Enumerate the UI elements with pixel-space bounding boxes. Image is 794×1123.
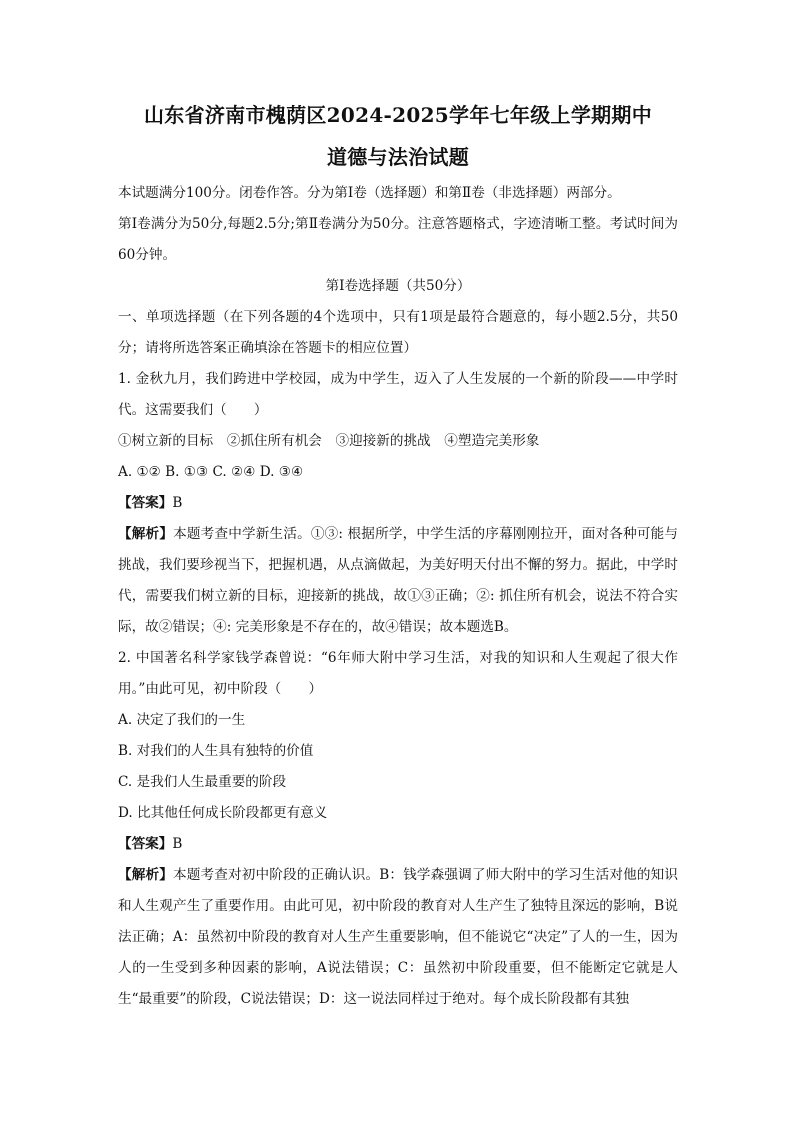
question-2-stem: 2. 中国著名科学家钱学森曾说：“6年师大附中学习生活，对我的知识和人生观起了很大作用。”由此可见，初中阶段（ ） bbox=[118, 650, 678, 697]
question-2-answer bbox=[118, 829, 678, 860]
question-2-option-c: C. 是我们人生最重要的阶段 bbox=[118, 774, 287, 790]
answer-value: B bbox=[172, 495, 183, 511]
page-subtitle: 道德与法治试题 bbox=[326, 145, 470, 169]
section-instruction: 一、单项选择题（在下列各题的4个选项中，只有1项是最符合题意的，每小题2.5分，共50分；请将所选答案正确填涂在答题卡的相应位置） bbox=[118, 309, 678, 356]
question-1-stem: 1. 金秋九月，我们跨进中学校园，成为中学生，迈入了人生发展的一个新的阶段——中学时代。这需要我们（ ） bbox=[118, 371, 678, 418]
question-2-analysis bbox=[118, 860, 678, 1015]
question-2-option-b: B. 对我们的人生具有独特的价值 bbox=[118, 743, 314, 759]
page-title: 山东省济南市槐荫区2024-2025学年七年级上学期期中 bbox=[143, 103, 653, 127]
question-1-analysis bbox=[118, 519, 678, 643]
section-heading: 第Ⅰ卷选择题（共50分） bbox=[325, 278, 471, 294]
intro-line-1: 本试题满分100分。闭卷作答。分为第Ⅰ卷（选择题）和第Ⅱ卷（非选择题）两部分。 bbox=[118, 185, 621, 201]
question-1-answer bbox=[118, 488, 678, 519]
question-1-statements: ①树立新的目标 ②抓住所有机会 ③迎接新的挑战 ④塑造完美形象 bbox=[118, 433, 540, 449]
question-2 bbox=[118, 643, 678, 1015]
analysis-label: 【解析】 bbox=[118, 867, 173, 883]
answer-label: 【答案】 bbox=[118, 495, 173, 511]
question-2-option-a: A. 决定了我们的一生 bbox=[118, 712, 246, 728]
analysis-label: 【解析】 bbox=[118, 526, 174, 542]
question-2-option-d: D. 比其他任何成长阶段都更有意义 bbox=[118, 805, 328, 821]
question-1 bbox=[118, 364, 678, 643]
answer-value: B bbox=[172, 836, 183, 852]
answer-label: 【答案】 bbox=[118, 836, 173, 852]
analysis-text: 本题考查中学新生活。①③: 根据所学，中学生活的序幕刚刚拉开，面对各种可能与挑战，我们要珍视当下，把握机遇，从点滴做起，为美好明天付出不懈的努力。据此，中学时代，需要我们树立新的目标，迎接新的挑战，故①③正确；②: 抓住所有机会，说法不符合实际，故②错误；④: 完美形象是不存在的，故④错误；故本题选B。 bbox=[118, 526, 678, 635]
question-1-options: A. ①② B. ①③ C. ②④ D. ③④ bbox=[118, 464, 304, 480]
analysis-text: 本题考查对初中阶段的正确认识。B：钱学森强调了师大附中的学习生活对他的知识和人生观产生了重要作用。由此可见，初中阶段的教育对人生产生了独特且深远的影响，B说法正确；A：虽然初中阶段的教育对人生产生重要影响，但不能说它“决定”了人的一生，因为人的一生受到多种因素的影响，A说法错误；C：虽然初中阶段重要，但不能断定它就是人生“最重要”的阶段，C说法错误；D：这一说法同样过于绝对。每个成长阶段都有其独 bbox=[118, 867, 678, 1007]
intro-line-2: 第Ⅰ卷满分为50分,每题2.5分;第Ⅱ卷满分为50分。注意答题格式，字迹清晰工整。考试时间为60分钟。 bbox=[118, 216, 678, 263]
